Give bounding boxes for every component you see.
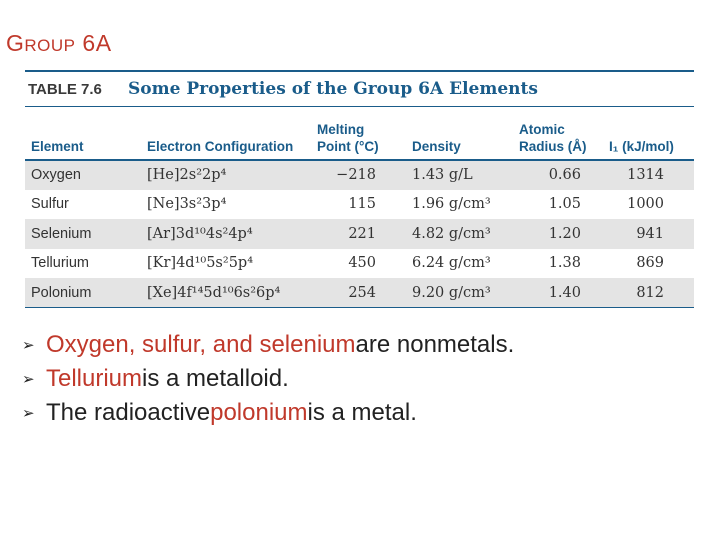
cell-ionization-energy: 941 (636, 225, 664, 242)
cell-melting-point: 221 (348, 225, 376, 242)
header-atomic-radius: Atomic Radius (Å) (519, 122, 587, 154)
cell-melting-point: 450 (348, 255, 376, 272)
table-caption-text: Some Properties of the Group 6A Elements (128, 79, 538, 99)
cell-density: 1.96 g/cm³ (412, 196, 491, 213)
header-ionization-energy: I₁ (kJ/mol) (609, 139, 674, 154)
bullet-list (22, 328, 514, 430)
cell-density: 4.82 g/cm³ (412, 225, 491, 242)
cell-atomic-radius: 1.38 (548, 255, 581, 272)
cell-atomic-radius: 1.05 (548, 196, 581, 213)
cell-melting-point: 115 (348, 196, 376, 213)
properties-table (25, 70, 694, 308)
bullet-item: ➢ Tellurium is a metalloid. (22, 365, 289, 392)
table-header-row (25, 107, 694, 160)
bullet-item: ➢ The radioactive polonium is a metal. (22, 399, 417, 426)
table-number: TABLE 7.6 (28, 80, 102, 98)
cell-density: 1.43 g/L (412, 167, 473, 184)
cell-ionization-energy: 1000 (627, 196, 664, 213)
cell-configuration: [Kr]4d¹⁰5s²5p⁴ (147, 255, 254, 272)
bullet-item: ➢ Oxygen, sulfur, and selenium are nonmetals. (22, 331, 515, 358)
header-melting-point: Melting Point (°C) (317, 122, 379, 154)
cell-atomic-radius: 1.40 (548, 284, 581, 301)
table-row (25, 249, 694, 279)
cell-element: Tellurium (31, 255, 90, 272)
cell-melting-point: −218 (336, 167, 376, 184)
header-density: Density (412, 139, 461, 154)
table-row (25, 190, 694, 220)
cell-element: Oxygen (31, 167, 81, 184)
cell-ionization-energy: 1314 (627, 167, 664, 184)
cell-ionization-energy: 869 (636, 255, 664, 272)
cell-configuration: [Ne]3s²3p⁴ (147, 196, 227, 213)
table-caption (25, 70, 694, 107)
slide-title: GROUP 6A (6, 30, 112, 56)
arrowhead-bullet-icon: ➢ (22, 337, 35, 354)
arrowhead-bullet-icon: ➢ (22, 405, 35, 422)
cell-configuration: [Ar]3d¹⁰4s²4p⁴ (147, 225, 253, 242)
cell-configuration: [He]2s²2p⁴ (147, 167, 227, 184)
header-element: Element (31, 139, 84, 154)
cell-configuration: [Xe]4f¹⁴5d¹⁰6s²6p⁴ (147, 284, 281, 301)
table-row (25, 219, 694, 249)
cell-element: Selenium (31, 225, 92, 242)
cell-element: Polonium (31, 284, 92, 301)
cell-atomic-radius: 0.66 (548, 167, 581, 184)
table-row (25, 278, 694, 308)
cell-melting-point: 254 (348, 284, 376, 301)
cell-density: 9.20 g/cm³ (412, 284, 491, 301)
cell-atomic-radius: 1.20 (548, 225, 581, 242)
arrowhead-bullet-icon: ➢ (22, 371, 35, 388)
cell-element: Sulfur (31, 196, 69, 213)
cell-ionization-energy: 812 (636, 284, 664, 301)
header-electron-configuration: Electron Configuration (147, 139, 294, 154)
cell-density: 6.24 g/cm³ (412, 255, 491, 272)
table-row (25, 160, 694, 190)
